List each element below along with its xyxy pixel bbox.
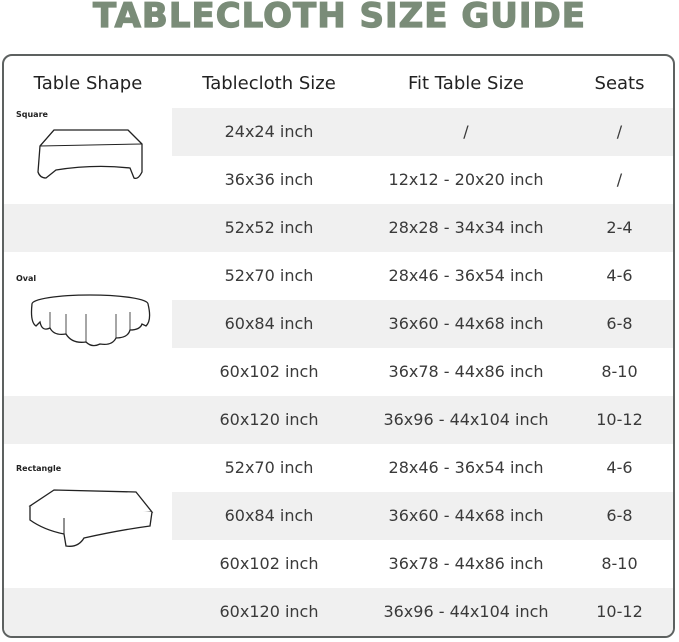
cell-size: 60x84 inch xyxy=(224,314,314,333)
cell-fit: 36x78 - 44x86 inch xyxy=(388,554,544,573)
cell-seats: 6-8 xyxy=(606,506,633,525)
cell-seats: 2-4 xyxy=(606,218,633,237)
cell-seats: 10-12 xyxy=(596,602,643,621)
cell-seats: 8-10 xyxy=(601,554,638,573)
cell-seats: 10-12 xyxy=(596,410,643,429)
cell-size: 60x120 inch xyxy=(219,410,319,429)
cell-size: 24x24 inch xyxy=(224,122,314,141)
cell-size: 60x102 inch xyxy=(219,362,319,381)
cell-fit: 36x96 - 44x104 inch xyxy=(383,410,549,429)
cell-fit: 36x96 - 44x104 inch xyxy=(383,602,549,621)
cell-seats: 4-6 xyxy=(606,266,633,285)
cell-fit: 36x60 - 44x68 inch xyxy=(388,506,544,525)
cell-fit: 28x46 - 36x54 inch xyxy=(388,458,544,477)
rectangle-tablecloth-icon xyxy=(24,486,158,552)
cell-fit: 36x60 - 44x68 inch xyxy=(388,314,544,333)
cell-size: 60x102 inch xyxy=(219,554,319,573)
header-tablecloth-size: Tablecloth Size xyxy=(202,73,336,94)
header-seats: Seats xyxy=(594,73,645,94)
cell-seats: 6-8 xyxy=(606,314,633,333)
header-table-shape: Table Shape xyxy=(33,73,143,94)
cell-seats: 4-6 xyxy=(606,458,633,477)
cell-size: 60x120 inch xyxy=(219,602,319,621)
header-fit-table-size: Fit Table Size xyxy=(407,73,525,94)
page-title: TABLECLOTH SIZE GUIDE xyxy=(93,0,586,36)
cell-fit: 12x12 - 20x20 inch xyxy=(388,170,544,189)
cell-size: 60x84 inch xyxy=(224,506,314,525)
shape-label-square: Square xyxy=(16,110,48,119)
cell-fit: 36x78 - 44x86 inch xyxy=(388,362,544,381)
cell-seats: / xyxy=(616,170,623,189)
cell-size: 36x36 inch xyxy=(224,170,314,189)
cell-fit: 28x28 - 34x34 inch xyxy=(388,218,544,237)
cell-size: 52x52 inch xyxy=(224,218,314,237)
cell-fit: 28x46 - 36x54 inch xyxy=(388,266,544,285)
size-guide-table xyxy=(2,54,675,638)
cell-seats: 8-10 xyxy=(601,362,638,381)
square-tablecloth-icon xyxy=(34,124,146,188)
oval-tablecloth-icon xyxy=(26,292,156,352)
cell-seats: / xyxy=(616,122,623,141)
shape-label-rectangle: Rectangle xyxy=(16,464,62,473)
cell-fit: / xyxy=(463,122,469,141)
shape-label-oval: Oval xyxy=(16,274,37,283)
cell-size: 52x70 inch xyxy=(224,266,314,285)
cell-size: 52x70 inch xyxy=(224,458,314,477)
